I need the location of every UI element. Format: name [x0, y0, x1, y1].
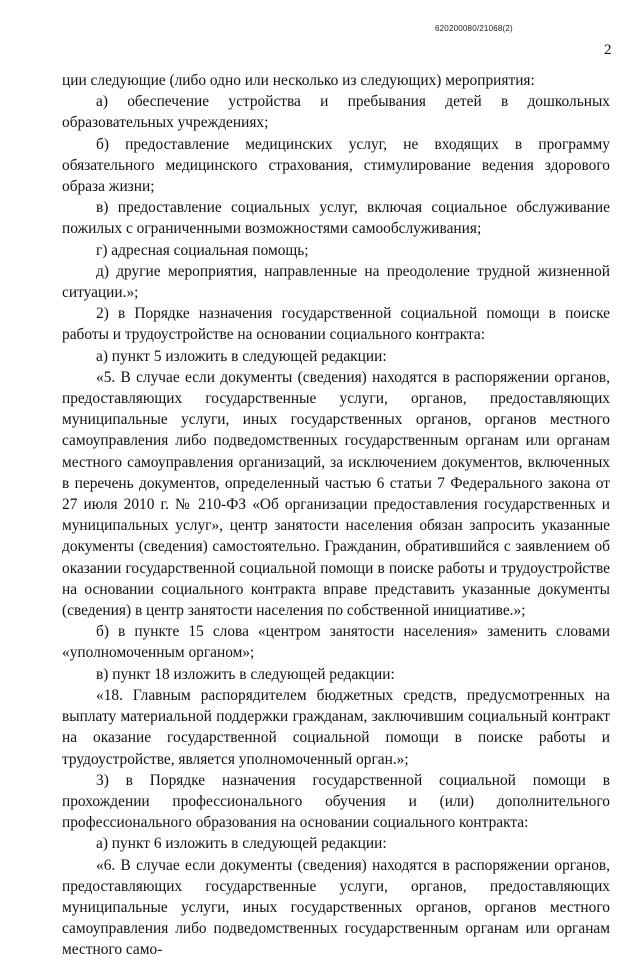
- paragraph: в) пункт 18 изложить в следующей редакции:: [96, 665, 395, 683]
- paragraph: а) обеспечение устройства и пребывания детей в дошкольных образовательных учреждениях;: [62, 93, 610, 132]
- paragraph: б) в пункте 15 слова «центром занятости населения» заменить словами «уполномоченным органом»;: [62, 623, 610, 662]
- paragraph: «18. Главным распорядителем бюджетных средств, предусмотренных на выплату материальной поддержки гражданам, заключившим социальный контракт на оказание государственной социальной помощи в поиске работы и трудоустройстве, является уполномоченный орган.»;: [62, 686, 610, 768]
- paragraph: «5. В случае если документы (сведения) находятся в распоряжении органов, предоставляющих государственные услуги, органов, предоставляющих муниципальные услуги, иных государственных органов, органов местного самоуправления либо подведомственных государственным органам или органам местного самоуправления организаций, за исключением документов, включенных в перечень документов, определенный частью 6 статьи 7 Федерального закона от 27 июля 2010 г. № 210-ФЗ «Об организации предоставления государственных и муниципальных услуг», центр занятости населения обязан запросить указанные документы (сведения) самостоятельно. Гражданин, обратившийся с заявлением об оказании государственной социальной помощи в поиске работы и трудоустройстве на основании социального контракта вправе представить указанные документы (сведения) в центр занятости населения по собственной инициативе.»;: [62, 368, 610, 620]
- paragraph: б) предоставление медицинских услуг, не входящих в программу обязательного медицинского страхования, стимулирование ведения здорового образа жизни;: [62, 135, 610, 196]
- document-id: 620200080/21068(2): [435, 24, 513, 33]
- paragraph: а) пункт 6 изложить в следующей редакции:: [96, 835, 387, 853]
- paragraph: в) предоставление социальных услуг, включая социальное обслуживание пожилых с ограниченными возможностями самообслуживания;: [62, 199, 610, 238]
- paragraph: г) адресная социальная помощь;: [96, 241, 309, 259]
- paragraph: ции следующие (либо одно или несколько из следующих) мероприятия:: [62, 72, 535, 89]
- paragraph: д) другие мероприятия, направленные на преодоление трудной жизненной ситуации.»;: [62, 262, 610, 302]
- paragraph: «6. В случае если документы (сведения) находятся в распоряжении органов, предоставляющих государственные услуги, органов, предоставляющих муниципальные услуги, иных государственных органов, органов местного самоуправления либо подведомственных государственным органам или органам местного само-: [62, 856, 610, 959]
- paragraph: а) пункт 5 изложить в следующей редакции:: [96, 347, 387, 365]
- document-body: [62, 70, 610, 961]
- paragraph: 2) в Порядке назначения государственной социальной помощи в поиске работы и трудоустройстве на основании социального контракта:: [62, 305, 610, 344]
- paragraph: 3) в Порядке назначения государственной социальной помощи в прохождении профессионального обучения и (или) дополнительного профессионального образования на основании социального контракта:: [62, 771, 610, 832]
- page-number: 2: [604, 42, 612, 58]
